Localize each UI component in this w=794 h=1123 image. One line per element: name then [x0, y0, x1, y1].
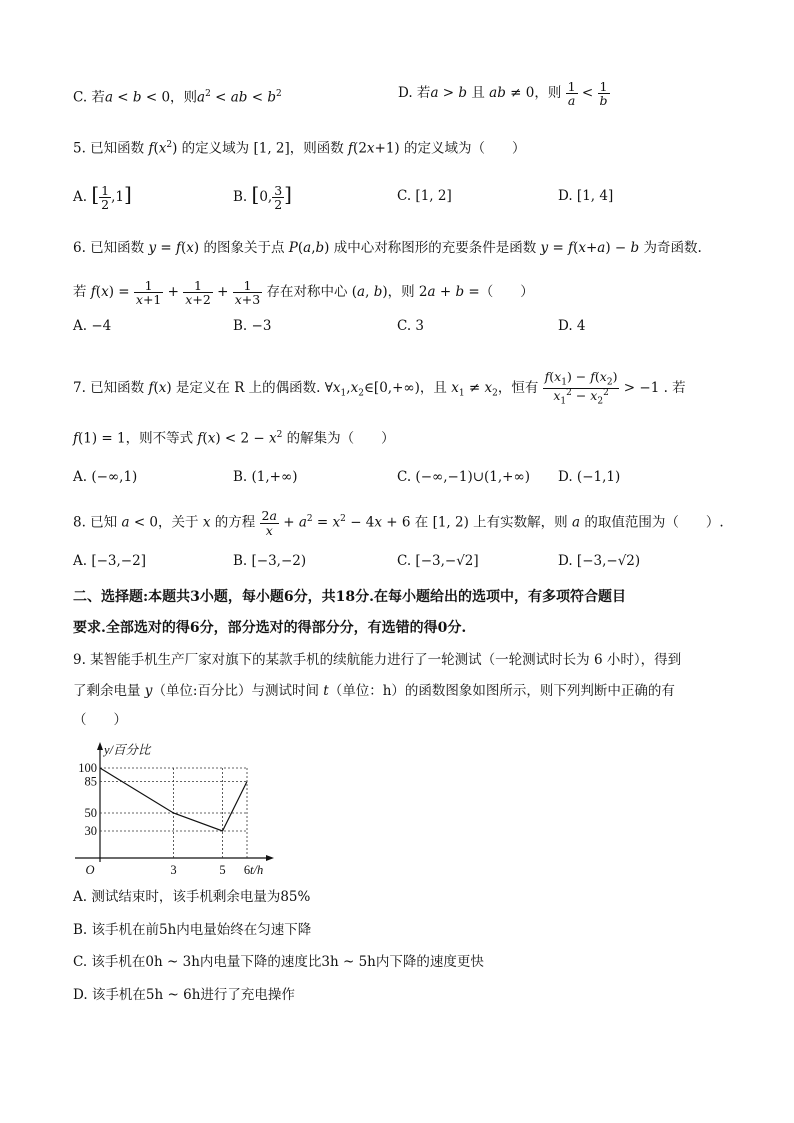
- x-axis-arrow: [266, 855, 274, 861]
- q6-option-b: B. −3: [233, 318, 272, 334]
- q9-option-c: C. 该手机在0h ~ 3h内电量下降的速度比3h ~ 5h内下降的速度更快: [73, 954, 484, 970]
- y-tick-label: 85: [84, 774, 97, 789]
- q6-stem-line-1: 6. 已知函数 y = f(x) 的图象关于点 P(a,b) 成中心对称图形的充要条件是函数 y = f(x+a) − b 为奇函数.: [73, 240, 702, 256]
- section-2-heading-line-2: 要求.全部选对的得6分，部分选对的得部分分，有选错的得0分.: [73, 620, 467, 636]
- q9-option-a: A. 测试结束时，该手机剩余电量为85%: [73, 889, 311, 905]
- q7-stem-line-1: 7. 已知函数 f(x) 是定义在 R 上的偶函数. $\forall x_1,x_2\in[0,+\infty)$，且 $x_1 \ne x_2$，恒有 $\frac{f(x_1) - f(x_2)}{x_1^2 - x_2^2}$ > −1 . 若: [73, 369, 686, 407]
- battery-line-chart: [70, 740, 290, 880]
- q5-option-a: A. [ $\frac{1}{2}$ ,1]: [73, 182, 132, 213]
- q7-option-a: A. (−∞,1): [73, 469, 138, 485]
- y-tick-label: 30: [84, 824, 97, 838]
- y-axis-arrow: [97, 742, 103, 750]
- q9-stem-line-3: （ ）: [73, 712, 127, 728]
- q7-option-b: B. (1,+∞): [233, 469, 298, 485]
- y-tick-label: 50: [84, 806, 97, 820]
- q7-option-d: D. (−1,1): [558, 469, 621, 485]
- x-tick-label: 3: [170, 863, 177, 877]
- q9-option-b: B. 该手机在前5h内电量始终在匀速下降: [73, 922, 312, 938]
- q6-stem-line-2: 若 f(x) = $\frac{1}{x+1}$ + $\frac{1}{x+2}$ + $\frac{1}{x+3}$ 存在对称中心 (a, b)，则 2a + b =（ ）: [73, 278, 534, 308]
- q6-option-a: A. −4: [73, 318, 112, 334]
- q7-option-c: C. (−∞,−1)∪(1,+∞): [397, 469, 530, 485]
- y-tick-label: 100: [78, 761, 97, 775]
- q9-option-d: D. 该手机在5h ~ 6h进行了充电操作: [73, 987, 295, 1003]
- q4-option-d: D. 若a > b 且 ab ≠ 0，则 $\frac{1}{a}$ < $\frac{1}{b}$: [398, 79, 608, 109]
- section-2-heading-line-1: 二、选择题:本题共3小题，每小题6分，共18分.在每小题给出的选项中，有多项符合题目: [73, 589, 627, 605]
- x-axis-label: t/h: [250, 863, 264, 877]
- q6-option-c: C. 3: [397, 318, 425, 334]
- origin-label: O: [85, 863, 95, 877]
- q9-stem-line-2: 了剩余电量 y（单位:百分比）与测试时间 t（单位：h）的函数图象如图所示，则下列判断中正确的有: [73, 683, 675, 699]
- q5-option-b: B. [0, $\frac{3}{2}$ ]: [233, 182, 292, 213]
- q7-stem-line-2: f(1) = 1，则不等式 $f(x) < 2 - x^2$ 的解集为（ ）: [73, 430, 395, 447]
- q4-option-c: C. 若a < b < 0，则$a^2$ < ab < $b^2$: [73, 89, 282, 106]
- q8-option-c: C. [−3,−√2]: [397, 553, 479, 569]
- q8-option-b: B. [−3,−2): [233, 553, 307, 569]
- q8-option-a: A. [−3,−2]: [73, 553, 146, 569]
- q8-stem: 8. 已知 a < 0，关于 x 的方程 $\frac{2a}{x}$ + $a^2 = x^2 - 4x + 6$ 在 [1, 2) 上有实数解，则 a 的取值范围为（ ）.: [73, 508, 724, 538]
- q8-option-d: D. [−3,−√2): [558, 553, 641, 569]
- x-tick-label: 5: [219, 863, 226, 877]
- q6-option-d: D. 4: [558, 318, 586, 334]
- q5-stem: 5. 已知函数 $f(x^2)$ 的定义域为 [1, 2]，则函数 f(2x+1) 的定义域为（ ）: [73, 140, 526, 157]
- q9-stem-line-1: 9. 某智能手机生产厂家对旗下的某款手机的续航能力进行了一轮测试（一轮测试时长为 6 小时），得到: [73, 652, 682, 668]
- q5-option-d: D. [1, 4]: [558, 188, 614, 204]
- y-axis-label: y/百分比: [104, 743, 151, 757]
- x-tick-label: 6: [243, 863, 251, 877]
- q5-option-c: C. [1, 2]: [397, 188, 452, 204]
